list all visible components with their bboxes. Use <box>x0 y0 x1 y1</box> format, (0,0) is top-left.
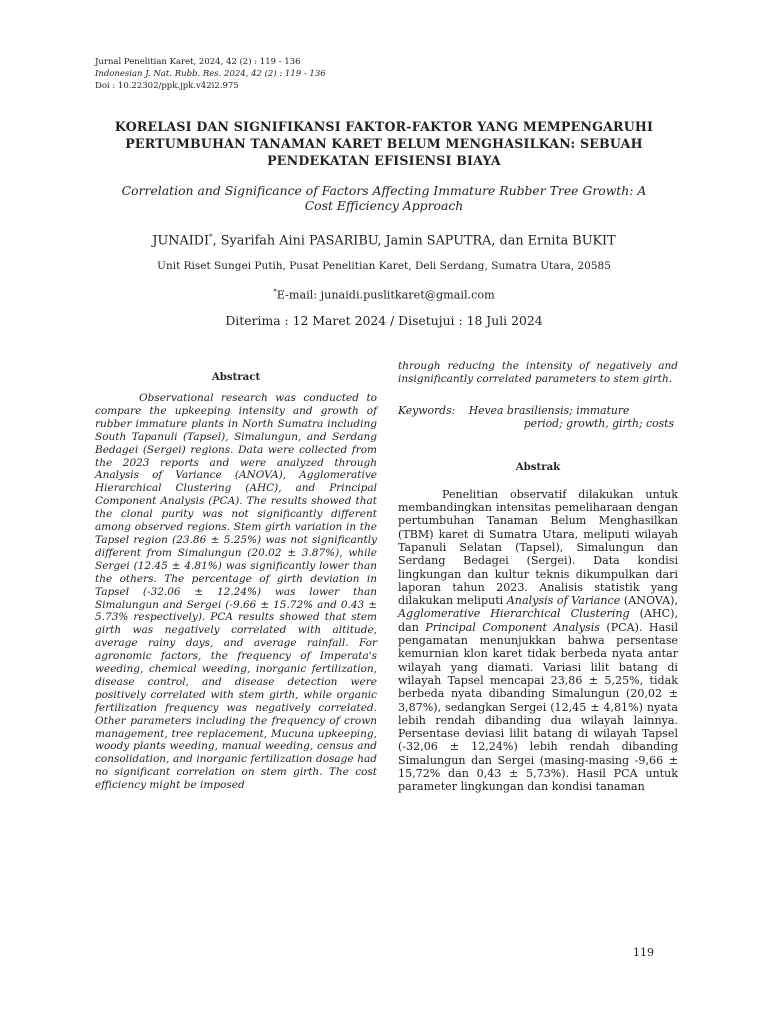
abstract-heading: Abstract <box>211 371 261 383</box>
keywords-line-1: Hevea brasiliensis; immature <box>468 403 630 417</box>
author-list <box>100 229 668 249</box>
abstrak-term-anova: Analysis of Variance <box>506 594 621 608</box>
abstrak-part-2: (ANOVA), <box>620 594 678 608</box>
right-column <box>398 360 678 794</box>
left-column <box>95 370 377 792</box>
abstract-english-continued: through reducing the intensity of negatively and insignificantly correlated parameters to stem girth. <box>398 360 678 385</box>
email-text: E-mail: junaidi.puslitkaret@gmail.com <box>276 288 495 302</box>
journal-info <box>95 56 326 92</box>
abstrak-heading: Abstrak <box>515 460 561 473</box>
journal-doi: Doi : 10.22302/ppk.jpk.v42i2.975 <box>95 81 239 91</box>
received-accepted-dates: Diterima : 12 Maret 2024 / Disetujui : 18 Juli 2024 <box>225 313 543 328</box>
keywords-label: Keywords: <box>398 403 456 417</box>
email-mark: * <box>273 288 277 296</box>
abstrak-part-1: Penelitian observatif dilakukan untuk membandingkan intensitas pemeliharaan dengan pertumbuhan Tanaman Belum Menghasilkan (TBM) karet di Sumatra Utara, meliputi wilayah Tapanuli Selatan (Tapsel), Simalungun dan Serdang Bedagei (Sergei). Data kondisi lingkungan dan kultur teknis dikumpulkan dari laporan tahun 2023. Analisis statistik yang dilakukan meliputi <box>398 487 678 608</box>
journal-line-1: Jurnal Penelitian Karet, 2024, 42 (2) : 119 - 136 <box>95 57 301 67</box>
keywords-line-2: period; growth, girth; costs <box>523 416 674 430</box>
email-line <box>100 285 668 303</box>
abstrak-part-4: (PCA). Hasil pengamatan menunjukkan bahwa persentase kemurnian klon karet tidak berbeda nyata antar wilayah yang diamati. Variasi lilit batang di wilayah Tapsel mencapai 23,86 ± 5,25%, tidak berbeda nyata dibanding Simalungun (20,02 ± 3,87%), sedangkan Sergei (12,45 ± 4,81%) nyata lebih rendah dibanding dua wilayah lainnya. Persentase deviasi lilit batang di wilayah Tapsel (-32,06 ± 12,24%) lebih rendah dibanding Simalungun dan Sergei (masing-masing -9,66 ± 15,72% dan 0,43 ± 5,73%). Hasil PCA untuk parameter lingkungan dan kondisi tanaman <box>398 620 679 794</box>
page-number: 119 <box>633 946 654 959</box>
journal-line-2: Indonesian J. Nat. Rubb. Res. 2024, 42 (2) : 119 - 136 <box>95 69 326 79</box>
abstrak-part-3: (AHC), dan <box>398 607 678 634</box>
abstrak-term-pca: Principal Component Analysis <box>425 620 600 634</box>
paper-subtitle: Correlation and Significance of Factors Affecting Immature Rubber Tree Growth: A Cost Efficiency Approach <box>121 183 647 213</box>
corresponding-mark: * <box>209 233 213 241</box>
first-author: JUNAIDI <box>152 233 210 249</box>
keywords <box>398 404 678 430</box>
paper-title: KORELASI DAN SIGNIFIKANSI FAKTOR-FAKTOR YANG MEMPENGARUHI PERTUMBUHAN TANAMAN KARET BELUM MENGHASILKAN: SEBUAH PENDEKATAN EFISIENSI BIAYA <box>114 119 654 168</box>
abstract-english-text <box>95 392 377 792</box>
abstrak-text <box>398 488 678 794</box>
abstract-english-body: Observational research was conducted to compare the upkeeping intensity and growth of rubber immature plants in North Sumatra including South Tapanuli (Tapsel), Simalungun, and Serdang Bedagei (Sergei) regions. Data were collected from the 2023 reports and were analyzed through Analysis of Variance (ANOVA), Agglomerative Hierarchical Clustering (AHC), and Principal Component Analysis (PCA). The results showed that the clonal purity was not significantly different among observed regions. Stem girth variation in the Tapsel region (23.86 ± 5.25%) was not significantly different from Simalungun (20.02 ± 3.87%), while Sergei (12.45 ± 4.81%) was significantly lower than the others. The percentage of girth deviation in Tapsel (-32.06 ± 12.24%) was lower than Simalungun and Sergei (-9.66 ± 15.72% and 0.43 ± 5.73% respectively). PCA results showed that stem girth was negatively correlated with altitude, average rainy days, and average rainfall. For agronomic factors, the frequency of Imperata's weeding, chemical weeding, inorganic fertilization, disease control, and disease detection were positively correlated with stem girth, while organic fertilization frequency was negatively correlated. Other parameters including the frequency of crown management, tree replacement, Mucuna upkeeping, woody plants weeding, manual weeding, census and consolidation, and inorganic fertilization dosage had no significant correlation on stem girth. The cost efficiency might be imposed <box>95 392 377 792</box>
affiliation: Unit Riset Sungei Putih, Pusat Penelitian Karet, Deli Serdang, Sumatra Utara, 20585 <box>157 260 611 272</box>
abstrak-term-ahc: Agglomerative Hierarchical Clustering <box>398 607 630 621</box>
other-authors: , Syarifah Aini PASARIBU, Jamin SAPUTRA, dan Ernita BUKIT <box>212 233 616 249</box>
